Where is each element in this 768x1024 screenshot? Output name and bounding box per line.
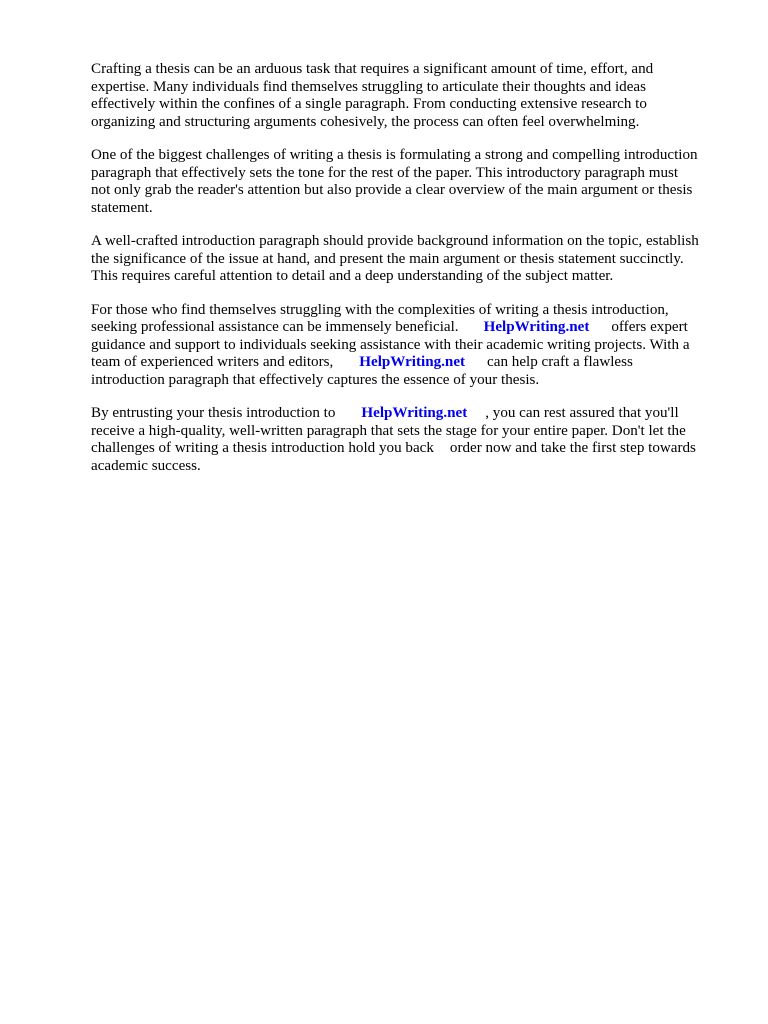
paragraph-2-line-2: paragraph that effectively sets the tone for the rest of the paper. This introductory paragraph must: [91, 164, 679, 181]
paragraph-4-line-3: guidance and support to individuals seeking assistance with their academic writing projects. With a: [91, 336, 690, 353]
paragraph-3-line-2: the significance of the issue at hand, and present the main argument or thesis statement succinctly.: [91, 250, 684, 267]
paragraph-5-line-2: receive a high-quality, well-written paragraph that sets the stage for your entire paper. Don't let the: [91, 422, 686, 439]
paragraph-4-line-4-text-after: can help craft a flawless: [487, 354, 633, 370]
paragraph-4-line-4: [91, 354, 731, 372]
paragraph-2-line-3: not only grab the reader's attention but also provide a clear overview of the main argument or thesis: [91, 182, 693, 198]
paragraph-4-line-2-text-after: offers expert: [611, 319, 688, 335]
paragraph-3: [91, 233, 731, 286]
paragraph-5: [91, 405, 731, 475]
paragraph-4-line-2-text: seeking professional assistance can be immensely beneficial.: [91, 319, 459, 335]
helpwriting-link[interactable]: HelpWriting.net: [483, 319, 590, 335]
paragraph-4-line-5: introduction paragraph that effectively captures the essence of your thesis.: [91, 371, 540, 388]
paragraph-1: [91, 61, 731, 131]
paragraph-2: [91, 147, 731, 217]
paragraph-2-line-1: One of the biggest challenges of writing a thesis is formulating a strong and compelling introduction: [91, 147, 698, 163]
paragraph-5-line-1-text-after: , you can rest assured that you'll: [485, 405, 679, 421]
paragraph-1-line-1: Crafting a thesis can be an arduous task that requires a significant amount of time, effort, and: [91, 61, 654, 77]
document-page: [91, 61, 731, 491]
paragraph-4: [91, 302, 731, 390]
paragraph-5-line-3-text: challenges of writing a thesis introduction hold you back: [91, 440, 434, 456]
paragraph-4-line-1: For those who find themselves struggling with the complexities of writing a thesis introduction,: [91, 301, 669, 318]
helpwriting-link[interactable]: HelpWriting.net: [359, 354, 466, 370]
paragraph-5-line-1: [91, 405, 731, 423]
paragraph-4-line-2: [91, 319, 731, 337]
paragraph-4-line-4-text: team of experienced writers and editors,: [91, 354, 334, 370]
paragraph-2-line-4: statement.: [91, 199, 153, 216]
helpwriting-link[interactable]: HelpWriting.net: [361, 405, 468, 421]
paragraph-5-line-1-text: By entrusting your thesis introduction to: [91, 405, 336, 421]
paragraph-5-line-4: academic success.: [91, 457, 201, 474]
paragraph-5-line-3: [91, 440, 731, 458]
paragraph-1-line-2: expertise. Many individuals find themselves struggling to articulate their thoughts and ideas: [91, 78, 646, 95]
paragraph-1-line-4: organizing and structuring arguments cohesively, the process can often feel overwhelming.: [91, 113, 640, 130]
paragraph-3-line-1: A well-crafted introduction paragraph should provide background information on the topic, establish: [91, 233, 699, 249]
paragraph-3-line-3: This requires careful attention to detail and a deep understanding of the subject matter.: [91, 268, 614, 284]
paragraph-5-line-3-text-after: order now and take the first step towards: [449, 440, 696, 456]
paragraph-1-line-3: effectively within the confines of a single paragraph. From conducting extensive research to: [91, 96, 647, 112]
